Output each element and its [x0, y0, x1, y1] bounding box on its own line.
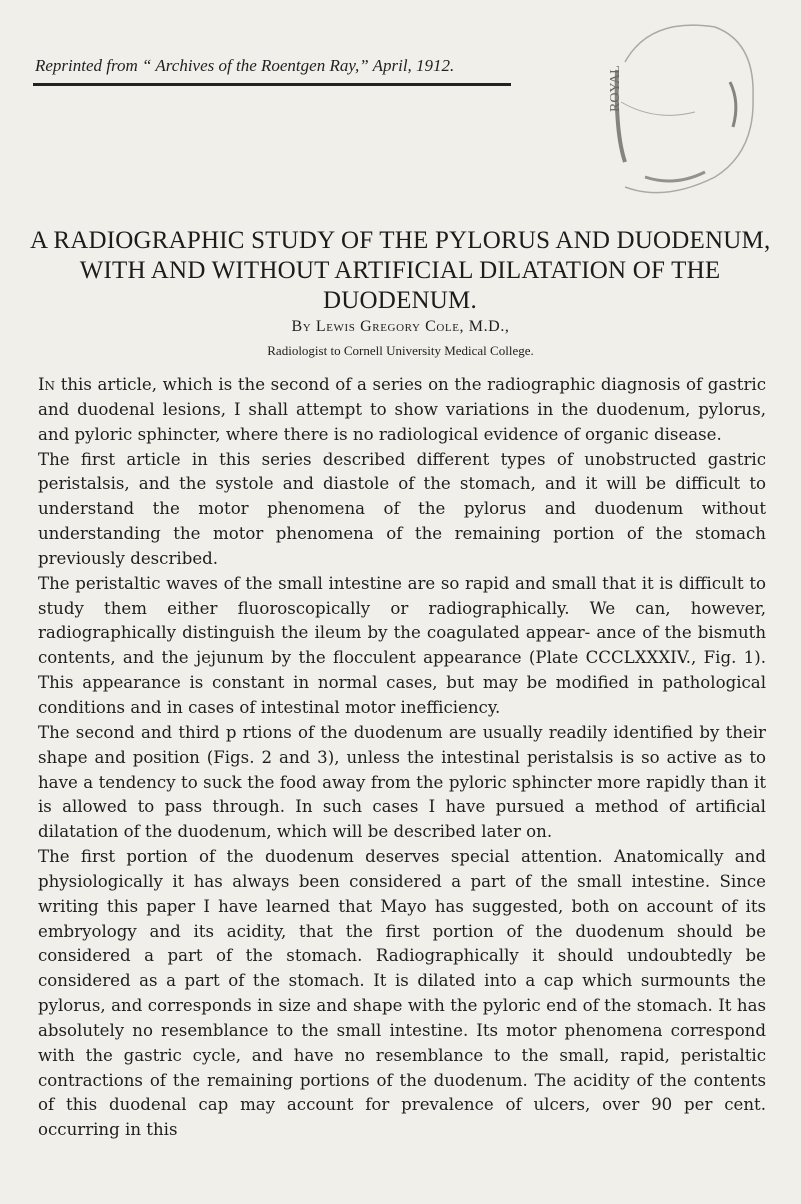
title-line: A RADIOGRAPHIC STUDY OF THE PYLORUS AND DUODENUM,: [30, 227, 771, 254]
paragraph: The first article in this series described different types of unobstructed gastric peristalsis, and the systole and diastole of the stomach, and it will be difficult to understand the motor phenomena of the pylorus and duodenum without understanding the motor phenomena of the remaining portion of the stomach previously described.: [38, 449, 766, 568]
article-body: [38, 373, 766, 1143]
paragraph: In this article, which is the second of a series on the radiographic diagnosis of gastric and duodenal lesions, I shall attempt to show variations in the duodenum, pylorus, and pyloric sphincter, where there is no radiological evidence of organic disease.: [38, 375, 766, 444]
library-stamp-icon: [555, 2, 760, 202]
author-byline: By Lewis Gregory Cole, M.D.,: [291, 318, 510, 335]
header-rule: [33, 83, 511, 86]
paragraph: The peristaltic waves of the small intestine are so rapid and small that it is difficult to study them either fluoroscopically or radiographically. We can, however, radiographically distinguish the ileum by the coagulated appear- ance of the bismuth contents, and the jejunum by the flocculent appearance (Plate CCCLXXXIV., Fig. 1). This appearance is constant in normal cases, but may be modified in pathological conditions and in cases of intestinal motor inefficiency.: [38, 573, 766, 717]
title-line: WITH AND WITHOUT ARTIFICIAL DILATATION OF THE: [79, 257, 721, 284]
paragraph: The first portion of the duodenum deserves special attention. Anatomically and physiologically it has always been considered a part of the small intestine. Since writing this paper I have learned that Mayo has suggested, both on account of its embryology and its acidity, that the first portion of the duodenum should be considered a part of the stomach. Radiographically it should undoubtedly be considered as a part of the stomach. It is dilated into a cap which surmounts the pylorus, and corresponds in size and shape with the pyloric end of the stomach. It has absolutely no resemblance to the small intestine. Its motor phenomena correspond with the gastric cycle, and have no resemblance to the small, rapid, peristaltic contractions of the remaining portions of the duodenum. The acidity of the contents of this duodenal cap may account for prevalence of ulcers, over 90 per cent. occurring in this: [38, 847, 766, 1140]
paragraph: The second and third p rtions of the duodenum are usually readily identified by their shape and position (Figs. 2 and 3), unless the intestinal peristalsis is so active as to have a tendency to suck the food away from the pyloric sphincter more rapidly than it is allowed to pass through. In such cases I have pursued a method of artificial dilatation of the duodenum, which will be described later on.: [38, 722, 766, 842]
reprint-note: Reprinted from “ Archives of the Roentgen Ray,” April, 1912.: [35, 56, 455, 75]
author-affiliation: Radiologist to Cornell University Medical College.: [267, 343, 534, 358]
article-title: [30, 226, 770, 316]
drop-cap: In: [38, 375, 56, 394]
stamp-text: ROYAL: [608, 65, 623, 112]
title-line: DUODENUM.: [323, 287, 477, 314]
